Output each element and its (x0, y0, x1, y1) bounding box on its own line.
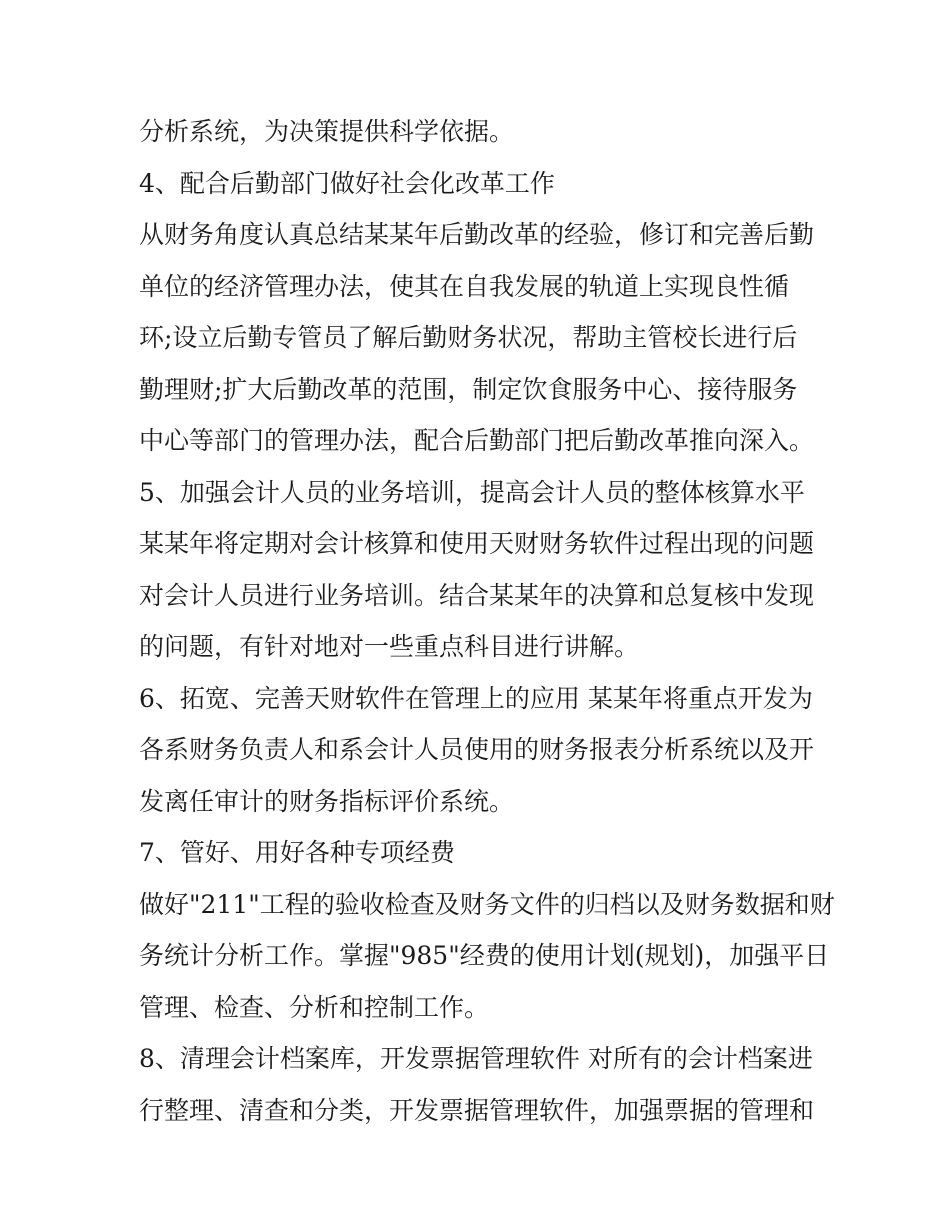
section-heading-8: 8、清理会计档案库，开发票据管理软件 对所有的会计档案进 (139, 1044, 813, 1073)
section-heading-7: 7、管好、用好各种专项经费 (139, 838, 455, 867)
text-line: 务统计分析工作。掌握"985"经费的使用计划(规划)，加强平日 (139, 941, 830, 970)
text-line: 环;设立后勤专管员了解后勤财务状况，帮助主管校长进行后 (139, 323, 798, 352)
text-line: 分析系统，为决策提供科学依据。 (139, 117, 515, 146)
text-line: 各系财务负责人和系会计人员使用的财务报表分析系统以及开 (139, 735, 815, 764)
section-heading-6: 6、拓宽、完善天财软件在管理上的应用 某某年将重点开发为 (139, 683, 813, 713)
text-line: 中心等部门的管理办法，配合后勤部门把后勤改革推向深入。 (139, 426, 815, 455)
text-line: 发离任审计的财务指标评价系统。 (139, 786, 515, 816)
text-line: 从财务角度认真总结某某年后勤改革的经验，修订和完善后勤 (139, 220, 815, 249)
section-heading-5: 5、加强会计人员的业务培训，提高会计人员的整体核算水平 (139, 477, 805, 507)
text-line: 的问题，有针对地对一些重点科目进行讲解。 (139, 632, 640, 661)
text-line: 单位的经济管理办法，使其在自我发展的轨道上实现良性循 (139, 271, 790, 301)
text-line: 做好"211"工程的验收检查及财务文件的归档以及财务数据和财 (139, 889, 835, 919)
text-line: 行整理、清查和分类，开发票据管理软件，加强票据的管理和 (139, 1095, 815, 1125)
text-line: 勤理财;扩大后勤改革的范围，制定饮食服务中心、接待服务 (139, 374, 798, 404)
text-line: 某某年将定期对会计核算和使用天财财务软件过程出现的问题 (139, 529, 815, 558)
section-heading-4: 4、配合后勤部门做好社会化改革工作 (139, 168, 555, 198)
text-line: 管理、检查、分析和控制工作。 (139, 992, 490, 1022)
document-body (139, 106, 835, 1136)
text-line: 对会计人员进行业务培训。结合某某年的决算和总复核中发现 (139, 580, 815, 610)
